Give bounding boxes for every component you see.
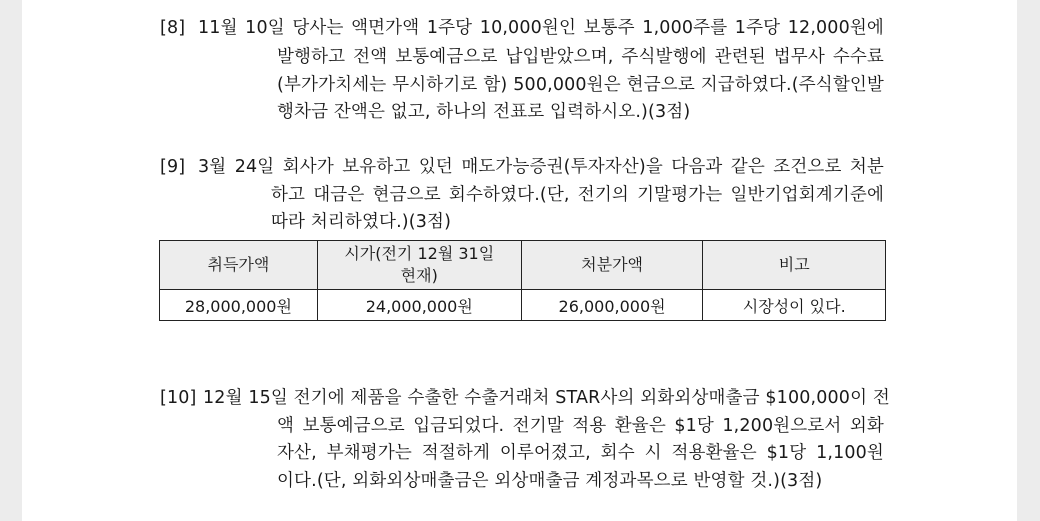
- q9-line-2: 하고 대금은 현금으로 회수하였다.(단, 전기의 기말평가는 일반기업회계기준에: [271, 185, 884, 205]
- header-acquisition-cost: 취득가액: [160, 241, 318, 290]
- q8-number: [8]: [160, 18, 186, 38]
- header-disposal-price: 처분가액: [521, 241, 703, 290]
- q8-line-2: 발행하고 전액 보통예금으로 납입받았으며, 주식발행에 관련된 법무사 수수료: [277, 47, 884, 67]
- q10-line-4: 이다.(단, 외화외상매출금은 외상매출금 계정과목으로 반영할 것.)(3점): [277, 471, 823, 491]
- table-row: [160, 290, 886, 321]
- cell-acquisition-cost: 28,000,000원: [160, 290, 318, 321]
- document-page: [22, 0, 1017, 521]
- cell-market-value: 24,000,000원: [317, 290, 521, 321]
- q10-line-2: 액 보통예금으로 입금되었다. 전기말 적용 환율은 $1당 1,200원으로서 외화: [277, 416, 884, 436]
- q10-number: [10]: [160, 388, 197, 408]
- cell-disposal-price: 26,000,000원: [521, 290, 703, 321]
- q8-line-3: (부가가치세는 무시하기로 함) 500,000원은 현금으로 지급하였다.(주식할인발: [277, 75, 884, 95]
- cell-remarks: 시장성이 있다.: [703, 290, 886, 321]
- q9-number: [9]: [160, 157, 186, 177]
- table-header-row: [160, 241, 886, 290]
- q8-line-4: 행차금 잔액은 없고, 하나의 전표로 입력하시오.)(3점): [277, 102, 691, 122]
- q9-disposal-table: [159, 240, 886, 321]
- header-remarks: 비고: [703, 241, 886, 290]
- q10-line-1: 12월 15일 전기에 제품을 수출한 수출거래처 STAR사의 외화외상매출금 $100,000이 전: [203, 388, 890, 408]
- header-market-value-text: 시가(전기 12월 31일 현재): [344, 244, 495, 285]
- q10-line-3: 자산, 부채평가는 적절하게 이루어졌고, 회수 시 적용환율은 $1당 1,100원: [277, 443, 884, 463]
- q9-line-3: 따라 처리하였다.)(3점): [271, 212, 452, 232]
- q9-line-1: 3월 24일 회사가 보유하고 있던 매도가능증권(투자자산)을 다음과 같은 조건으로 처분: [198, 157, 884, 177]
- header-market-value: [317, 241, 521, 290]
- q8-line-1: 11월 10일 당사는 액면가액 1주당 10,000원인 보통주 1,000주를 1주당 12,000원에: [198, 18, 884, 38]
